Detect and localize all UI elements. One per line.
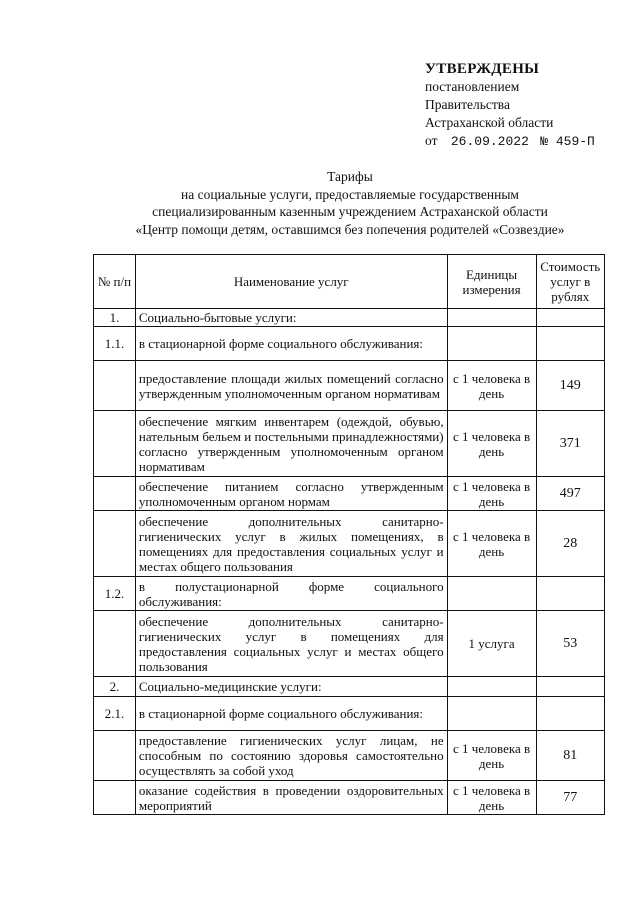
row-num: 1.1. [94, 327, 136, 361]
approval-line-3: Астраханской области [425, 115, 554, 130]
heading-title: Тарифы [327, 169, 373, 184]
row-name: Социально-медицинские услуги: [135, 677, 447, 697]
row-price: 371 [536, 411, 605, 477]
row-price: 497 [536, 477, 605, 511]
row-unit: с 1 человека в день [447, 511, 536, 577]
row-num [94, 411, 136, 477]
row-num [94, 611, 136, 677]
row-unit [447, 697, 536, 731]
table-row [94, 611, 605, 677]
row-price: 149 [536, 361, 605, 411]
row-price: 28 [536, 511, 605, 577]
row-num [94, 731, 136, 781]
row-name: оказание содействия в проведении оздоровительных мероприятий [135, 781, 447, 815]
table-row [94, 309, 605, 327]
row-num: 1. [94, 309, 136, 327]
row-num: 1.2. [94, 577, 136, 611]
table-row [94, 477, 605, 511]
row-num [94, 477, 136, 511]
row-price [536, 577, 605, 611]
row-name: обеспечение питанием согласно утвержденным уполномоченным органом нормам [135, 477, 447, 511]
header-price: Стоимость услуг в рублях [536, 255, 605, 309]
row-name: в стационарной форме социального обслуживания: [135, 697, 447, 731]
tariff-table [93, 254, 605, 815]
row-num: 2. [94, 677, 136, 697]
table-row [94, 697, 605, 731]
approval-line-2: Правительства [425, 97, 510, 112]
heading-line-3: «Центр помощи детям, оставшимся без попечения родителей «Созвездие» [135, 221, 565, 237]
header-unit: Единицы измерения [447, 255, 536, 309]
row-num [94, 511, 136, 577]
table-row [94, 411, 605, 477]
approval-number: № 459-П [540, 134, 595, 149]
row-price [536, 309, 605, 327]
table-row [94, 327, 605, 361]
row-price: 81 [536, 731, 605, 781]
table-row [94, 731, 605, 781]
row-unit: с 1 человека в день [447, 411, 536, 477]
row-unit [447, 677, 536, 697]
row-num: 2.1. [94, 697, 136, 731]
row-name: обеспечение дополнительных санитарно-гигиенических услуг в жилых помещениях, в помещениях для предоставления социальных услуг и местах общего пользования [135, 511, 447, 577]
header-name: Наименование услуг [135, 255, 447, 309]
row-name: в полустационарной форме социального обслуживания: [135, 577, 447, 611]
row-price [536, 697, 605, 731]
approval-title: УТВЕРЖДЕНЫ [425, 61, 540, 77]
row-price: 77 [536, 781, 605, 815]
table-row [94, 361, 605, 411]
row-price [536, 677, 605, 697]
document-heading [100, 168, 600, 238]
row-unit [447, 577, 536, 611]
row-name: в стационарной форме социального обслуживания: [135, 327, 447, 361]
table-header-row [94, 255, 605, 309]
approval-date-line [425, 132, 625, 151]
row-unit: с 1 человека в день [447, 361, 536, 411]
row-price [536, 327, 605, 361]
row-num [94, 361, 136, 411]
heading-line-2: специализированным казенным учреждением Астраханской области [152, 204, 548, 219]
approval-date-prefix: от [425, 133, 438, 148]
row-name: Социально-бытовые услуги: [135, 309, 447, 327]
table-row [94, 781, 605, 815]
row-name: обеспечение мягким инвентарем (одеждой, обувью, нательным бельем и постельными принадлежностями) согласно утвержденным уполномоченным органом нормативам [135, 411, 447, 477]
row-unit [447, 327, 536, 361]
row-unit: с 1 человека в день [447, 781, 536, 815]
row-num [94, 781, 136, 815]
row-unit [447, 309, 536, 327]
row-name: предоставление гигиенических услуг лицам, не способным по состоянию здоровья самостоятельно осуществлять за собой уход [135, 731, 447, 781]
row-unit: с 1 человека в день [447, 731, 536, 781]
row-name: предоставление площади жилых помещений согласно утвержденным уполномоченным органом нормативам [135, 361, 447, 411]
table-row [94, 577, 605, 611]
approval-stamp [425, 60, 625, 151]
table-row [94, 677, 605, 697]
row-name: обеспечение дополнительных санитарно-гигиенических услуг в помещениях для предоставления социальных услуг и местах общего пользования [135, 611, 447, 677]
row-price: 53 [536, 611, 605, 677]
header-num: № п/п [94, 255, 136, 309]
row-unit: 1 услуга [447, 611, 536, 677]
heading-line-1: на социальные услуги, предоставляемые государственным [181, 186, 519, 202]
approval-date: 26.09.2022 [450, 134, 529, 149]
approval-line-1: постановлением [425, 79, 520, 94]
table-row [94, 511, 605, 577]
row-unit: с 1 человека в день [447, 477, 536, 511]
